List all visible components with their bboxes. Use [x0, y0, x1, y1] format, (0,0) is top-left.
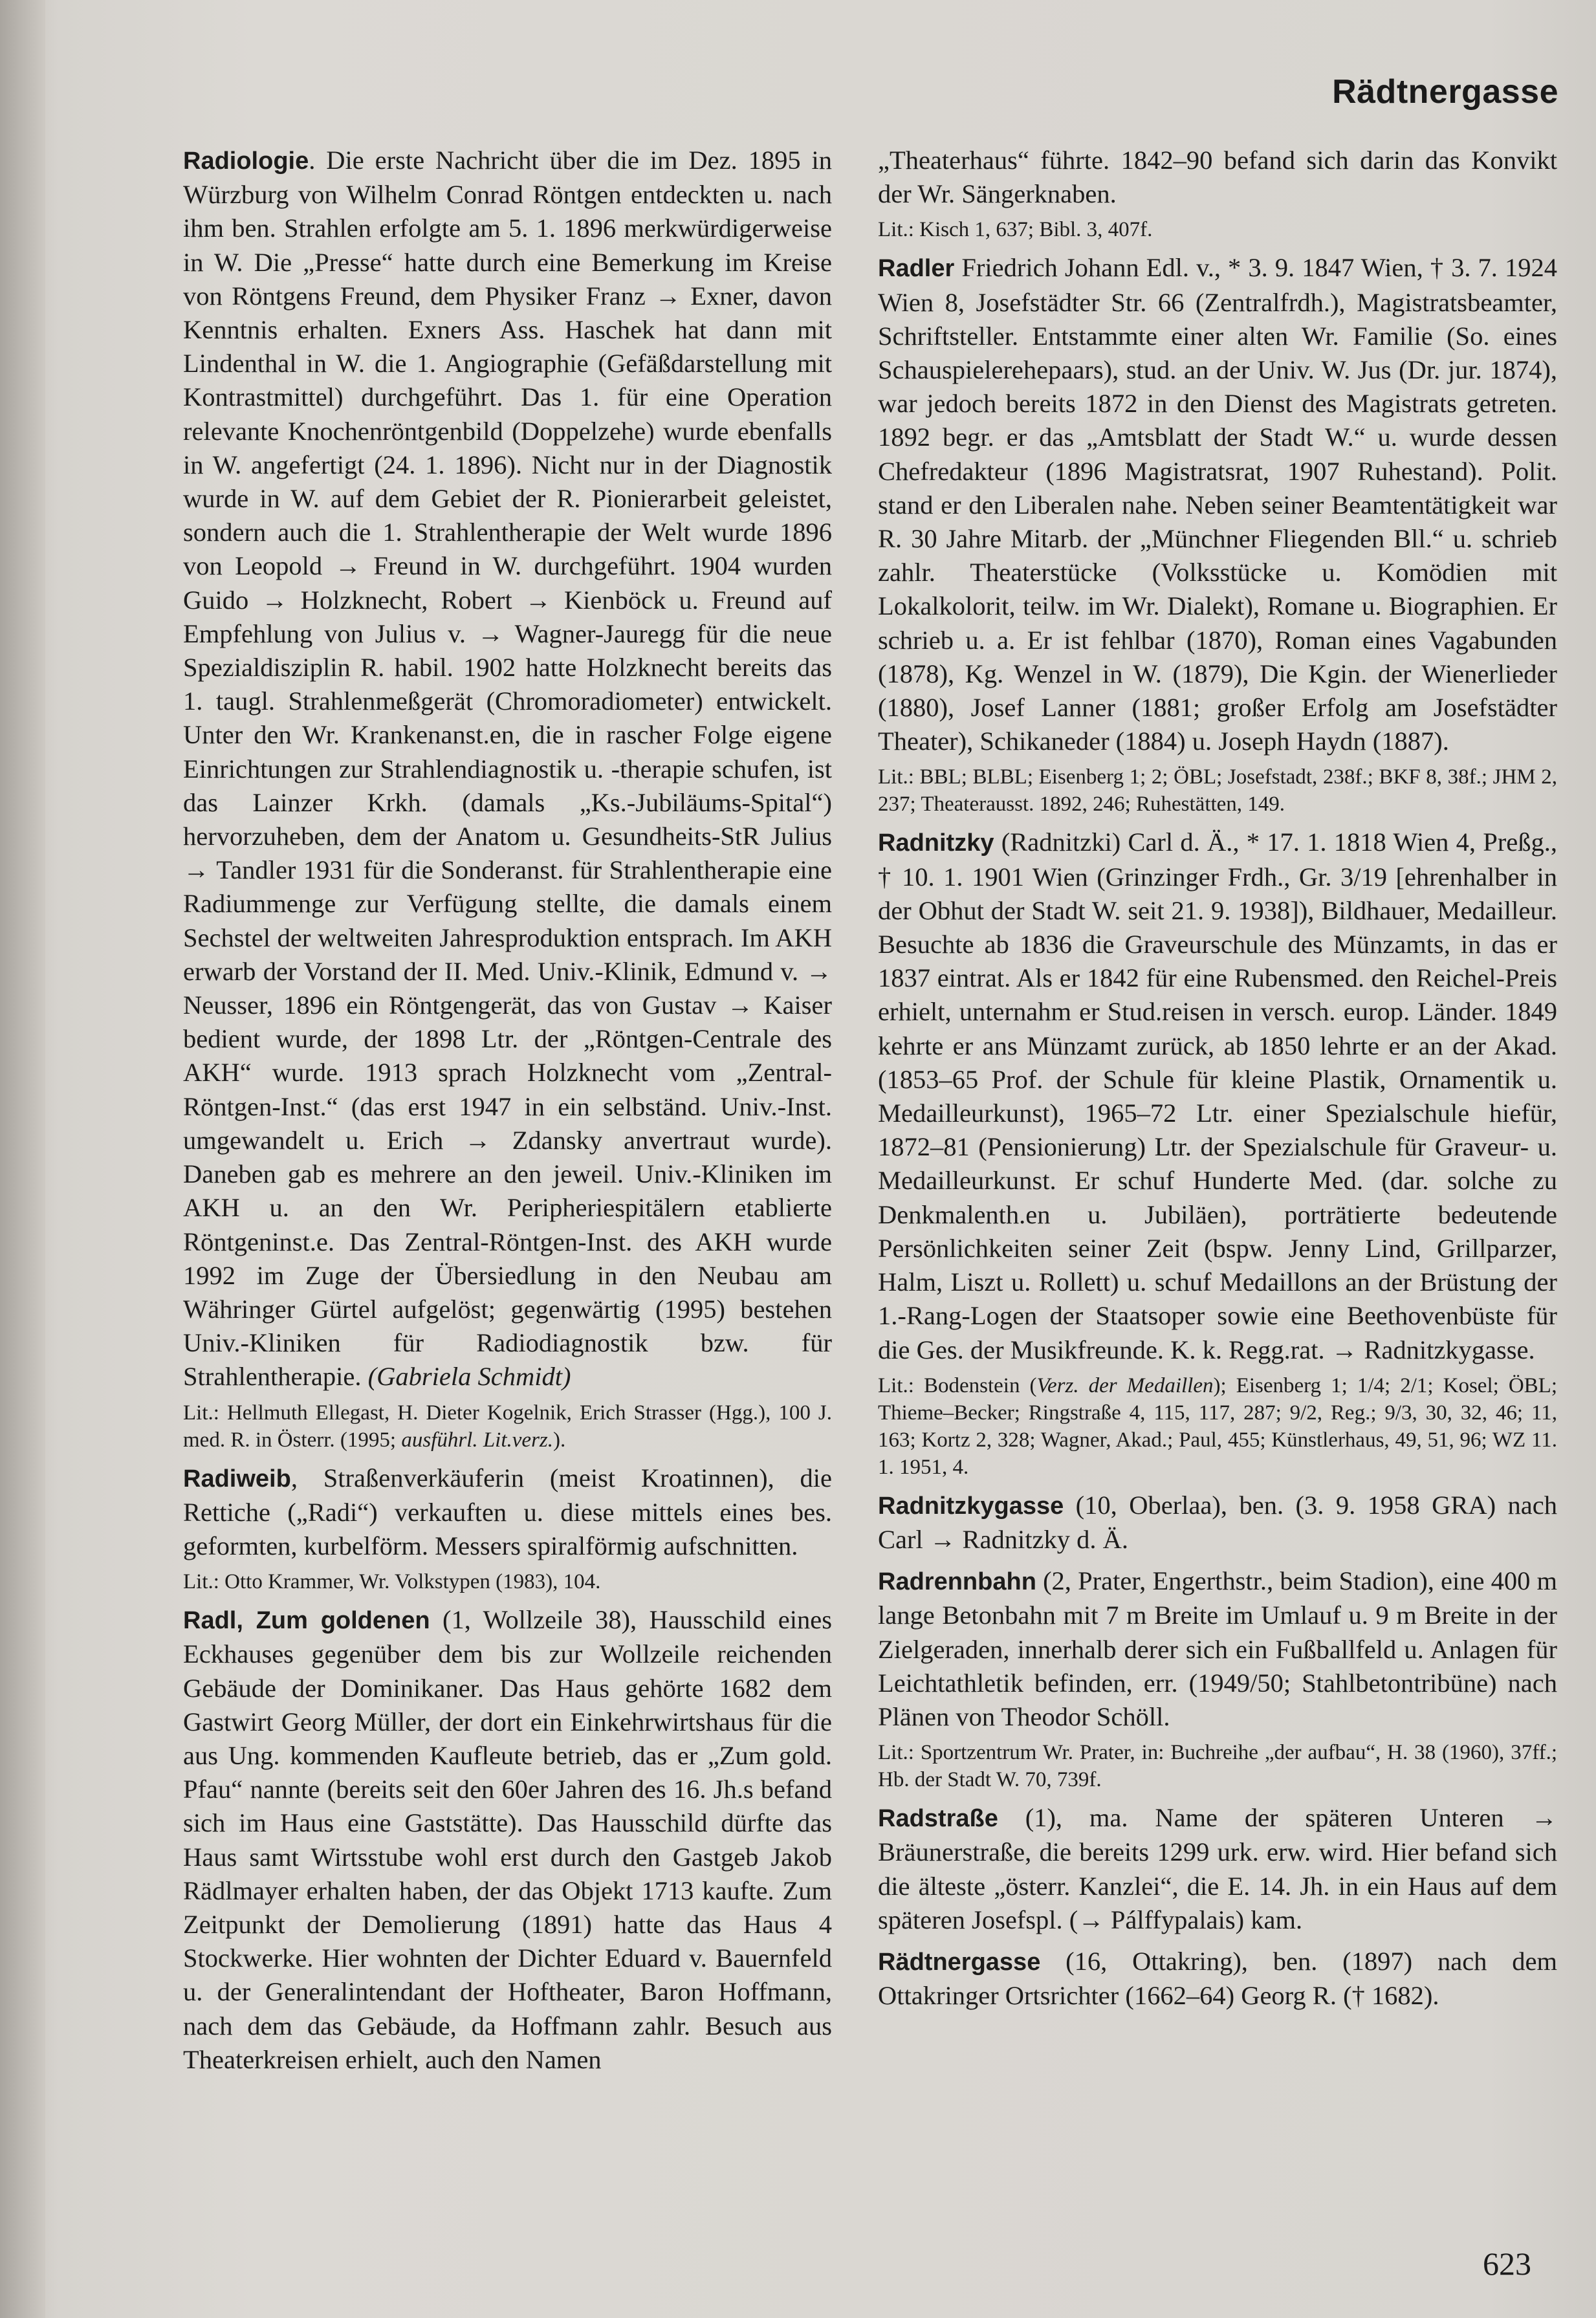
binding-shadow	[0, 0, 45, 2318]
entry-body: (1), ma. Name der späteren Unteren → Bräunerstraße, die bereits 1299 urk. erw. wird. Hier befand sich die älteste „österr. Kanzlei“, die E. 14. Jh. in ein Haus auf dem späteren Josefspl. (→ Pálffypalais) kam.	[878, 1803, 1557, 1934]
left-column	[183, 144, 832, 2084]
literature: Lit.: BBL; BLBL; Eisenberg 1; 2; ÖBL; Josefstadt, 238f.; BKF 8, 38f.; JHM 2, 237; Theaterausst. 1892, 246; Ruhestätten, 149.	[878, 765, 1557, 816]
entry-radiologie	[183, 144, 832, 1454]
entry-body: (16, Ottakring), ben. (1897) nach dem Ottakringer Ortsrichter (1662–64) Georg R. († 1682).	[878, 1946, 1557, 2011]
entry-raedtnergasse	[878, 1945, 1557, 2013]
literature: Lit.: Bodenstein (Verz. der Medaillen); Eisenberg 1; 1/4; 2/1; Kosel; ÖBL; Thieme–Becker; Ringstraße 4, 115, 117, 287; 9/2, Reg.; 9/3, 30, 32, 46; 11, 163; Kortz 2, 328; Wagner, Akad.; Paul, 455; Künstlerhaus, 49, 51, 96; WZ 11. 1. 1951, 4.	[878, 1373, 1558, 1479]
headword: Radler	[878, 255, 955, 283]
literature: Lit.: Otto Krammer, Wr. Volkstypen (1983), 104.	[183, 1570, 601, 1594]
entry-author: (Gabriela Schmidt)	[367, 1362, 571, 1392]
headword: Rädtnergasse	[878, 1948, 1041, 1976]
entry-body: (10, Oberlaa), ben. (3. 9. 1958 GRA) nach Carl → Radnitzky d. Ä.	[878, 1490, 1557, 1554]
entry-body: , Straßenverkäuferin (meist Kroatinnen), die Rettiche („Radi“) verkauften u. diese mittels eines bes. geformten, kurbelförm. Messers spiralförmig aufschnitten.	[183, 1463, 832, 1560]
running-head: Rädtnergasse	[1332, 73, 1558, 111]
page-number: 623	[1483, 2246, 1531, 2282]
literature: Lit.: Sportzentrum Wr. Prater, in: Buchreihe „der aufbau“, H. 38 (1960), 37ff.; Hb. der Stadt W. 70, 739f.	[878, 1741, 1557, 1792]
entry-body: Friedrich Johann Edl. v., * 3. 9. 1847 Wien, † 3. 7. 1924 Wien 8, Josefstädter Str. 66 (Zentralfrdh.), Magistratsbeamter, Schriftsteller. Entstammte einer alten Wr. Familie (So. eines Schauspielerehepaars), stud. an der Univ. W. Jus (Dr. jur. 1874), war jedoch bereits 1872 in den Dienst des Magistrats getreten. 1892 begr. er das „Amtsblatt der Stadt W.“ u. wurde dessen Chefredakteur (1896 Magistratsrat, 1907 Ruhestand). Polit. stand er den Liberalen nahe. Neben seiner Beamtentätigkeit war R. 30 Jahre Mitarb. der „Münchner Fliegenden Bll.“ u. schrieb zahlr. Theaterstücke (Volksstücke u. Komödien mit Lokalkolorit, teilw. im Wr. Dialekt), Romane u. Biographien. Er schrieb u. a. Er ist fehlbar (1870), Roman eines Vagabunden (1878), Kg. Wenzel in W. (1879), Die Kgin. der Wienerlieder (1880), Josef Lanner (1881; großer Erfolg am Josefstädter Theater), Schikaneder (1884) u. Joseph Haydn (1887).	[878, 253, 1557, 756]
entry-body: (Radnitzki) Carl d. Ä., * 17. 1. 1818 Wien 4, Preßg., † 10. 1. 1901 Wien (Grinzinger Frdh., Gr. 3/19 [ehrenhalber in der Obhut der Stadt W. seit 21. 9. 1938]), Bildhauer, Medailleur. Besuchte ab 1836 die Graveurschule des Münzamts, in das er 1837 eintrat. Als er 1842 für eine Rubensmed. den Reichel-Preis erhielt, unternahm er Stud.reisen in versch. europ. Länder. 1849 kehrte er ans Münzamt zurück, ab 1850 lehrte er an der Akad. (1853–65 Prof. der Schule für kleine Plastik, Ornamentik u. Medailleurkunst), 1965–72 Ltr. einer Spezialschule hiefür, 1872–81 (Pensionierung) Ltr. der Spezialschule für Graveur- u. Medailleurkunst. Er schuf Hunderte Med. (dar. solche zu Denkmalenth.en u. Jubiläen), porträtierte bedeutende Persönlichkeiten seiner Zeit (bspw. Jenny Lind, Grillparzer, Halm, Liszt u. Rollett) u. schuf Medaillons an der Brüstung der 1.-Rang-Logen der Staatsoper sowie eine Beethovenbüste für die Ges. der Musikfreunde. K. k. Regg.rat. → Radnitzkygasse.	[878, 827, 1557, 1364]
entry-radrennbahn	[878, 1564, 1557, 1793]
entry-body: (2, Prater, Engerthstr., beim Stadion), eine 400 m lange Betonbahn mit 7 m Breite im Umlauf u. 9 m Breite in der Zielgeraden, innerhalb derer sich ein Fußballfeld u. Anlagen für Leichtathletik befinden, err. (1949/50; Stahlbetontribüne) nach Plänen von Theodor Schöll.	[878, 1566, 1557, 1731]
entry-continuation	[878, 144, 1557, 243]
entry-radstrasse	[878, 1801, 1557, 1937]
headword: Radiologie	[183, 148, 309, 175]
entry-body: (1, Wollzeile 38), Hausschild eines Eckhauses gegenüber dem bis zur Wollzeile reichenden Gebäude der Dominikaner. Das Haus gehörte 1682 dem Gastwirt Georg Müller, der dort ein Einkehrwirtshaus für die aus Ung. kommenden Kaufleute betrieb, das er „Zum gold. Pfau“ nannte (bereits seit den 60er Jahren des 16. Jh.s befand sich im Haus eine Gaststätte). Das Hausschild dürfte das Haus samt Wirtsstube wohl erst durch den Gastgeb Jakob Rädlmayer erhalten haben, der das Objekt 1713 kaufte. Zum Zeitpunkt der Demolierung (1891) hatte das Haus 4 Stockwerke. Hier wohnten der Dichter Eduard v. Bauernfeld u. der Generalintendant der Hoftheater, Baron Hoffmann, nach dem das Gebäude, da Hoffmann zahlr. Besuch aus Theaterkreisen erhielt, auch den Namen	[183, 1605, 832, 2074]
headword: Radnitzkygasse	[878, 1492, 1064, 1520]
headword: Radl, Zum goldenen	[183, 1607, 430, 1635]
headword: Radnitzky	[878, 829, 994, 857]
entry-radl-zum-goldenen	[183, 1603, 832, 2077]
headword: Radrennbahn	[878, 1568, 1036, 1596]
right-column	[878, 144, 1557, 2020]
headword: Radiweib	[183, 1465, 291, 1492]
headword: Radstraße	[878, 1805, 998, 1833]
entry-radiweib	[183, 1461, 832, 1596]
entry-radler	[878, 251, 1557, 818]
entry-radnitzky	[878, 826, 1557, 1480]
entry-radnitzkygasse	[878, 1489, 1557, 1557]
entry-body: „Theaterhaus“ führte. 1842–90 befand sich darin das Konvikt der Wr. Sängerknaben.	[878, 146, 1557, 209]
literature: Lit.: Kisch 1, 637; Bibl. 3, 407f.	[878, 218, 1153, 242]
entry-body: . Die erste Nachricht über die im Dez. 1895 in Würzburg von Wilhelm Conrad Röntgen entdeckten u. nach ihm ben. Strahlen erfolgte am 5. 1. 1896 merkwürdigerweise in W. Die „Presse“ hatte durch eine Bemerkung im Kreise von Röntgens Freund, dem Physiker Franz → Exner, davon Kenntnis erhalten. Exners Ass. Haschek hat dann mit Lindenthal in W. die 1. Angiographie (Gefäßdarstellung mit Kontrastmittel) durchgeführt. Das 1. für eine Operation relevante Knochenröntgenbild (Doppelzehe) wurde ebenfalls in W. angefertigt (24. 1. 1896). Nicht nur in der Diagnostik wurde in W. auf dem Gebiet der R. Pionierarbeit geleistet, sondern auch die 1. Strahlentherapie der Welt wurde 1896 von Leopold → Freund in W. durchgeführt. 1904 wurden Guido → Holzknecht, Robert → Kienböck u. Freund auf Empfehlung von Julius v. → Wagner-Jauregg für die neue Spezialdisziplin R. habil. 1902 hatte Holzknecht bereits das 1. taugl. Strahlenmeßgerät (Chromoradiometer) entwickelt. Unter den Wr. Krankenanst.en, die in rascher Folge eigene Einrichtungen zur Strahlendiagnostik u. -therapie schufen, ist das Lainzer Krkh. (damals „Ks.-Jubiläums-Spital“) hervorzuheben, dem der Anatom u. Gesundheits-StR Julius → Tandler 1931 für die Sonderanst. für Strahlentherapie eine Radiummenge zur Verfügung stellte, die damals einem Sechstel der weltweiten Jahresproduktion entsprach. Im AKH erwarb der Vorstand der II. Med. Univ.-Klinik, Edmund v. → Neusser, 1896 ein Röntgengerät, das von Gustav → Kaiser bedient wurde, der 1898 Ltr. der „Röntgen-Centrale des AKH“ wurde. 1913 sprach Holzknecht vom „Zentral-Röntgen-Inst.“ (das erst 1947 in ein selbständ. Univ.-Inst. umgewandelt u. Erich → Zdansky anvertraut wurde). Daneben gab es mehrere an den jeweil. Univ.-Kliniken im AKH u. an den Wr. Peripheriespitälern etablierte Röntgeninst.e. Das Zentral-Röntgen-Inst. des AKH wurde 1992 im Zuge der Übersiedlung in den Neubau am Währinger Gürtel aufgelöst; gegenwärtig (1995) bestehen Univ.-Kliniken für Radiodiagnostik bzw. für Strahlentherapie.	[183, 146, 832, 1392]
literature: Lit.: Hellmuth Ellegast, H. Dieter Kogelnik, Erich Strasser (Hgg.), 100 J. med. R. in Österr. (1995; ausführl. Lit.verz.).	[183, 1401, 832, 1452]
